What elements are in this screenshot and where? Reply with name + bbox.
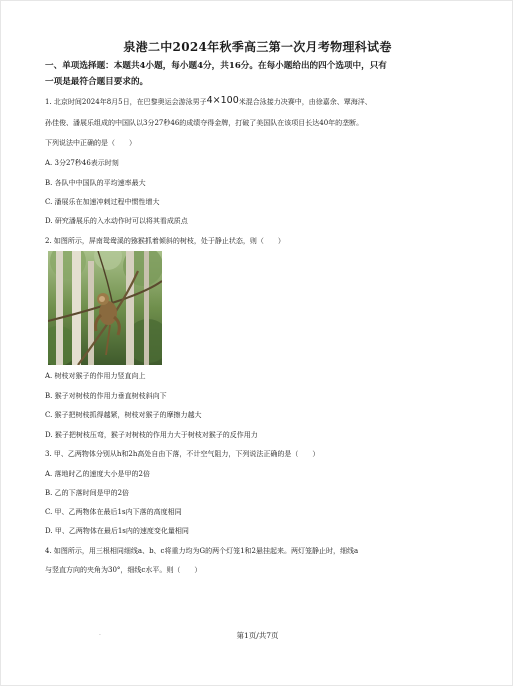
q2-stem: 2. 如图所示，屏南鸳鸯溪的猕猴抓着倾斜的树枝，处于静止状态，则（ ） bbox=[45, 237, 285, 245]
exam-title: 泉港二中2024年秋季高三第一次月考物理科试卷 bbox=[123, 40, 392, 54]
q1-stem-part-b: 米混合泳接力决赛中，由徐嘉余、覃海洋、 bbox=[238, 98, 372, 106]
q3-option-b: B. 乙的下落时间是甲的2倍 bbox=[45, 489, 130, 497]
q1-stem-line-1 bbox=[45, 96, 372, 107]
q3-option-c: C. 甲、乙两物体在最后1s内下落的高度相同 bbox=[45, 508, 182, 516]
section-heading-line-2: 一项是最符合题目要求的。 bbox=[45, 77, 149, 87]
page-number: 第1页/共7页 bbox=[236, 631, 279, 640]
q1-stem-line-2: 孙佳俊、潘展乐组成的中国队以3分27秒46的成绩夺得金牌，打破了美国队在该项目长达40年的垄断。 bbox=[45, 119, 364, 127]
q3-option-d: D. 甲、乙两物体在最后1s内的速度变化量相同 bbox=[45, 527, 189, 535]
monkey-on-branch-photo bbox=[48, 251, 162, 365]
q4-stem-line-2: 与竖直方向的夹角为30°，细线c水平。则（ ） bbox=[45, 566, 202, 574]
q2-option-a: A. 树枝对猴子的作用力竖直向上 bbox=[45, 372, 146, 380]
section-heading bbox=[45, 58, 465, 90]
q1-stem-line-3: 下列说法中正确的是（ ） bbox=[45, 139, 136, 147]
q1-stem-part-a: 1. 北京时间2024年8月5日，在巴黎奥运会游泳男子 bbox=[45, 98, 207, 106]
q4-stem-line-1: 4. 如图所示，用三根相同细线a、b、c将重力均为G的两个灯笼1和2悬挂起来。两灯笼静止时，细线a bbox=[45, 547, 359, 555]
page-mark: · bbox=[99, 632, 101, 639]
q2-option-c: C. 猴子把树枝抓得越紧，树枝对猴子的摩擦力越大 bbox=[45, 411, 202, 419]
q1-option-d: D. 研究潘展乐的入水动作时可以将其看成质点 bbox=[45, 217, 188, 225]
q1-option-c: C. 潘展乐在加速冲刺过程中惯性增大 bbox=[45, 198, 160, 206]
q1-math-expression: 4×100 bbox=[206, 95, 239, 106]
q1-option-a: A. 3分27秒46表示时刻 bbox=[45, 159, 119, 167]
q2-option-d: D. 猴子把树枝压弯，猴子对树枝的作用力大于树枝对猴子的反作用力 bbox=[45, 431, 258, 439]
section-heading-line-1: 一、单项选择题：本题共4小题，每小题4分，共16分。在每小题给出的四个选项中，只有 bbox=[45, 61, 387, 71]
q2-option-b: B. 猴子对树枝的作用力垂直树枝斜向下 bbox=[45, 392, 167, 400]
monkey-photo-illustration bbox=[48, 251, 162, 365]
q3-stem: 3. 甲、乙两物体分别从h和2h高处自由下落，不计空气阻力，下列说法正确的是（ ） bbox=[45, 450, 320, 458]
q3-option-a: A. 落地时乙的速度大小是甲的2倍 bbox=[45, 470, 150, 478]
q1-option-b: B. 各队中中国队的平均速率最大 bbox=[45, 179, 146, 187]
